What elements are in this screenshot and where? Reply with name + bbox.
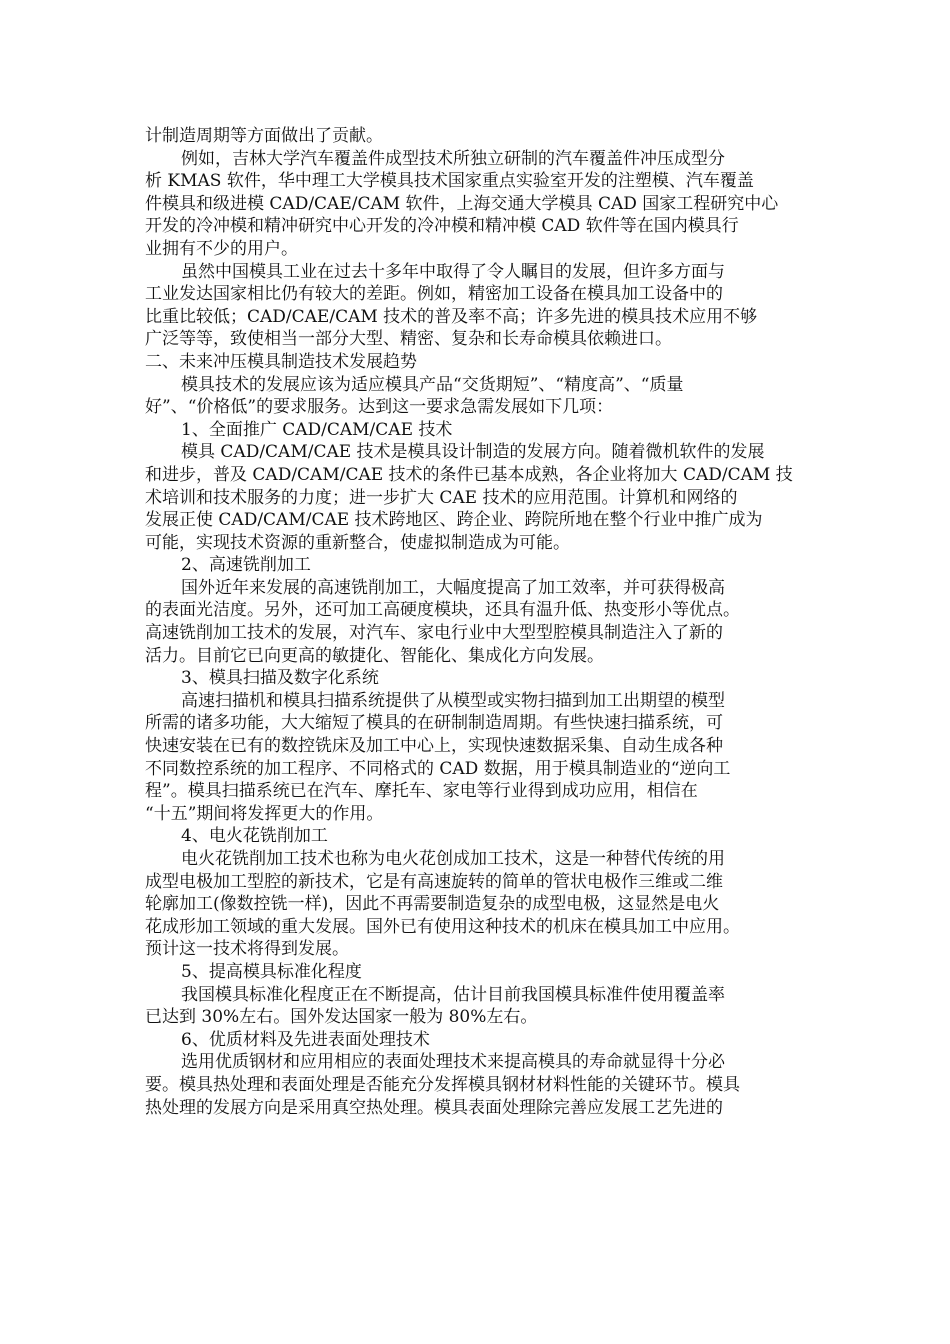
text-line: 可能，实现技术资源的重新整合，使虚拟制造成为可能。: [145, 532, 570, 553]
text-line: 例如，吉林大学汽车覆盖件成型技术所独立研制的汽车覆盖件冲压成型分: [181, 148, 725, 169]
text-line: 花成形加工领域的重大发展。国外已有使用这种技术的机床在模具加工中应用。: [145, 916, 740, 937]
text-line: 6、优质材料及先进表面处理技术: [181, 1029, 430, 1050]
text-line: 所需的诸多功能，大大缩短了模具的在研制制造周期。有些快速扫描系统，可: [145, 713, 723, 734]
text-line: 计制造周期等方面做出了贡献。: [145, 126, 383, 146]
text-line: 发展正使 CAD/CAM/CAE 技术跨地区、跨企业、跨院所地在整个行业中推广成为: [145, 510, 763, 531]
text-line: 和进步，普及 CAD/CAM/CAE 技术的条件已基本成熟，各企业将加大 CAD/CAM 技: [145, 464, 793, 485]
text-line: 4、电火花铣削加工: [181, 826, 328, 847]
text-line: 我国模具标准化程度正在不断提高，估计目前我国模具标准件使用覆盖率: [181, 984, 725, 1005]
text-line: 模具技术的发展应该为适应模具产品“交货期短”、“精度高”、“质量: [181, 374, 684, 395]
text-line: 不同数控系统的加工程序、不同格式的 CAD 数据，用于模具制造业的“逆向工: [145, 758, 731, 779]
text-line: 术培训和技术服务的力度；进一步扩大 CAE 技术的应用范围。计算机和网络的: [145, 487, 738, 508]
text-line: 已达到 30%左右。国外发达国家一般为 80%左右。: [145, 1007, 538, 1028]
text-line: 广泛等等，致使相当一部分大型、精密、复杂和长寿命模具依赖进口。: [145, 329, 672, 350]
text-line: 2、高速铣削加工: [181, 555, 311, 576]
text-line: 析 KMAS 软件，华中理工大学模具技术国家重点实验室开发的注塑模、汽车覆盖: [145, 171, 754, 192]
text-line: 3、模具扫描及数字化系统: [181, 668, 379, 689]
text-line: 热处理的发展方向是采用真空热处理。模具表面处理除完善应发展工艺先进的: [145, 1097, 723, 1118]
text-line: 好”、“价格低”的要求服务。达到这一要求急需发展如下几项：: [145, 397, 614, 418]
text-line: 业拥有不少的用户。: [145, 238, 298, 259]
text-line: 快速安装在已有的数控铣床及加工中心上，实现快速数据采集、自动生成各种: [145, 736, 723, 757]
text-line: 程”。模具扫描系统已在汽车、摩托车、家电等行业得到成功应用，相信在: [145, 781, 698, 802]
text-line: 国外近年来发展的高速铣削加工，大幅度提高了加工效率，并可获得极高: [181, 577, 725, 598]
text-line: 高速扫描机和模具扫描系统提供了从模型或实物扫描到加工出期望的模型: [181, 690, 725, 711]
text-line: 成型电极加工型腔的新技术，它是有高速旋转的简单的管状电极作三维或二维: [145, 871, 723, 892]
text-line: 虽然中国模具工业在过去十多年中取得了令人瞩目的发展，但许多方面与: [181, 261, 725, 282]
text-line: “十五”期间将发挥更大的作用。: [145, 803, 384, 824]
text-line: 1、全面推广 CAD/CAM/CAE 技术: [181, 419, 453, 440]
text-line: 模具 CAD/CAM/CAE 技术是模具设计制造的发展方向。随着微机软件的发展: [181, 442, 765, 463]
text-line: 工业发达国家相比仍有较大的差距。例如，精密加工设备在模具加工设备中的: [145, 284, 723, 305]
text-line: 活力。目前它已向更高的敏捷化、智能化、集成化方向发展。: [145, 645, 604, 666]
text-line: 二、未来冲压模具制造技术发展趋势: [145, 351, 417, 372]
text-line: 选用优质钢材和应用相应的表面处理技术来提高模具的寿命就显得十分必: [181, 1052, 725, 1073]
text-line: 开发的冷冲模和精冲研究中心开发的冷冲模和精冲模 CAD 软件等在国内模具行: [145, 216, 739, 237]
text-line: 高速铣削加工技术的发展，对汽车、家电行业中大型型腔模具制造注入了新的: [145, 623, 723, 644]
text-line: 件模具和级进模 CAD/CAE/CAM 软件，上海交通大学模具 CAD 国家工程研究中心: [145, 193, 779, 214]
text-line: 要。模具热处理和表面处理是否能充分发挥模具钢材材料性能的关键环节。模具: [145, 1074, 740, 1095]
text-line: 比重比较低；CAD/CAE/CAM 技术的普及率不高；许多先进的模具技术应用不够: [145, 306, 758, 327]
text-line: 5、提高模具标准化程度: [181, 961, 362, 982]
text-line: 电火花铣削加工技术也称为电火花创成加工技术，这是一种替代传统的用: [181, 849, 725, 869]
text-line: 轮廓加工(像数控铣一样)，因此不再需要制造复杂的成型电极，这显然是电火: [145, 894, 720, 915]
text-line: 的表面光洁度。另外，还可加工高硬度模块，还具有温升低、热变形小等优点。: [145, 600, 740, 621]
text-line: 预计这一技术将得到发展。: [145, 939, 349, 960]
